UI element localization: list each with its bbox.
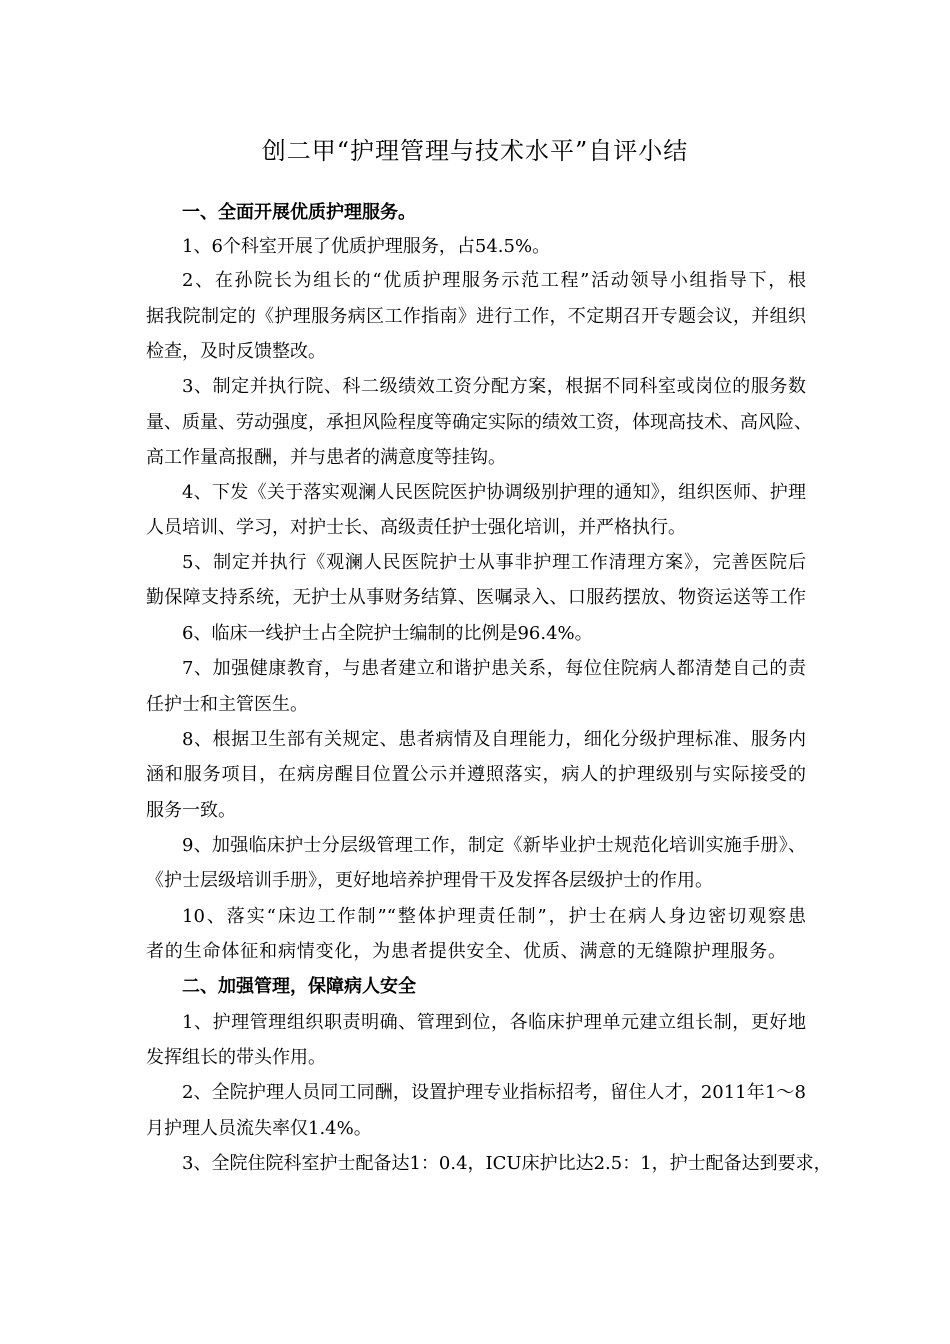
paragraph-line: 服务一致。 — [146, 800, 236, 821]
section-heading-2: 二、加强管理，保障病人安全 — [182, 976, 416, 997]
paragraph-line: 7、加强健康教育，与患者建立和谐护患关系，每位住院病人都清楚自己的责 — [182, 658, 806, 679]
paragraph-line: 2、在孙院长为组长的“优质护理服务示范工程”活动领导小组指导下，根 — [182, 270, 806, 291]
section-heading-1: 一、全面开展优质护理服务。 — [182, 202, 416, 223]
paragraph-line: 任护士和主管医生。 — [146, 694, 308, 715]
paragraph-line: 9、加强临床护士分层级管理工作，制定《新毕业护士规范化培训实施手册》、 — [182, 835, 806, 856]
paragraph-line: 8、根据卫生部有关规定、患者病情及自理能力，细化分级护理标准、服务内 — [182, 729, 806, 750]
paragraph-line: 检查，及时反馈整改。 — [146, 341, 326, 362]
paragraph-line: 人员培训、学习，对护士长、高级责任护士强化培训，并严格执行。 — [146, 517, 686, 538]
paragraph-line: 涵和服务项目，在病房醒目位置公示并遵照落实，病人的护理级别与实际接受的 — [146, 764, 806, 785]
paragraph-line: 勤保障支持系统，无护士从事财务结算、医嘱录入、口服药摆放、物资运送等工作 — [146, 587, 806, 608]
paragraph-line: 量、质量、劳动强度，承担风险程度等确定实际的绩效工资，体现高技术、高风险、 — [146, 412, 812, 433]
paragraph-line: 1、6个科室开展了优质护理服务，占54.5%。 — [182, 236, 551, 257]
paragraph-line: 3、制定并执行院、科二级绩效工资分配方案，根据不同科室或岗位的服务数 — [182, 376, 806, 397]
paragraph-line: 《护士层级培训手册》，更好地培养护理骨干及发挥各层级护士的作用。 — [146, 870, 713, 891]
paragraph-line: 发挥组长的带头作用。 — [146, 1047, 326, 1068]
paragraph-line: 6、临床一线护士占全院护士编制的比例是96.4%。 — [182, 623, 593, 644]
paragraph-line: 据我院制定的《护理服务病区工作指南》进行工作，不定期召开专题会议，并组织 — [146, 306, 806, 327]
paragraph-line: 10、落实“床边工作制”“整体护理责任制”，护士在病人身边密切观察患 — [182, 906, 806, 927]
paragraph-line: 2、全院护理人员同工同酬，设置护理专业指标招考，留住人才，2011年1～8 — [182, 1082, 806, 1103]
paragraph-line: 1、护理管理组织职责明确、管理到位，各临床护理单元建立组长制，更好地 — [182, 1012, 806, 1033]
paragraph-line: 3、全院住院科室护士配备达1：0.4，ICU床护比达2.5：1，护士配备达到要求， — [182, 1153, 832, 1174]
paragraph-line: 高工作量高报酬，并与患者的满意度等挂钩。 — [146, 447, 506, 468]
paragraph-line: 5、制定并执行《观澜人民医院护士从事非护理工作清理方案》，完善医院后 — [182, 552, 806, 573]
paragraph-line: 者的生命体征和病情变化，为患者提供安全、优质、满意的无缝隙护理服务。 — [146, 941, 786, 962]
paragraph-line: 4、下发《关于落实观澜人民医院医护协调级别护理的通知》，组织医师、护理 — [182, 482, 806, 503]
paragraph-line: 月护理人员流失率仅1.4%。 — [146, 1118, 372, 1139]
page-title: 创二甲“护理管理与技术水平”自评小结 — [261, 137, 689, 165]
